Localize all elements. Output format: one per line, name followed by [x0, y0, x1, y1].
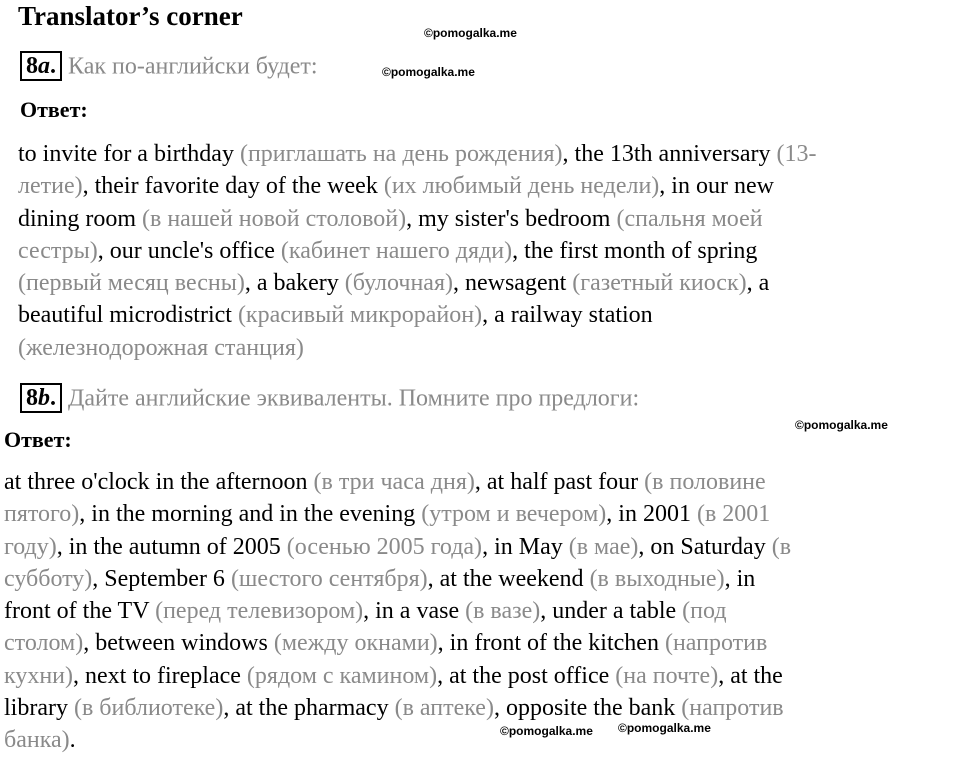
- russian-translation: субботу): [4, 565, 93, 592]
- english-phrase: at three o'clock in the afternoon: [4, 469, 314, 495]
- answer-label: Ответ:: [20, 97, 88, 122]
- russian-translation: (красивый микрорайон): [237, 302, 483, 329]
- task-prompt: Дайте английские эквиваленты. Помните про предлоги:: [68, 385, 640, 412]
- english-phrase: beautiful microdistrict: [18, 302, 238, 329]
- russian-translation: (напротив: [664, 630, 768, 657]
- watermark: ©pomogalka.me: [795, 418, 888, 432]
- task-8a-header: [20, 50, 318, 81]
- english-phrase: , the 13th anniversary: [562, 141, 777, 167]
- russian-translation: (утром и вечером): [421, 501, 607, 528]
- english-phrase: , newsagent: [452, 270, 573, 297]
- text-line: [4, 531, 791, 563]
- english-phrase: , at the weekend: [427, 565, 590, 592]
- russian-translation: (в мае): [568, 533, 639, 560]
- russian-translation: (под: [682, 598, 727, 625]
- english-phrase: , on Saturday: [638, 533, 772, 560]
- russian-translation: (в аптеке): [394, 695, 494, 722]
- text-line: [4, 660, 791, 692]
- english-phrase: library: [4, 695, 74, 722]
- russian-translation: (кабинет нашего дяди): [280, 237, 513, 264]
- russian-translation: сестры): [18, 237, 98, 264]
- russian-translation: (в 2001: [696, 501, 771, 528]
- watermark: ©pomogalka.me: [382, 65, 475, 79]
- text-line: [18, 299, 816, 331]
- english-phrase: , at the: [718, 662, 783, 689]
- task-prompt: Как по-английски будет:: [68, 53, 318, 80]
- text-line: [4, 595, 791, 627]
- russian-translation: (в вазе): [465, 598, 541, 625]
- russian-translation: (рядом с камином): [246, 662, 438, 689]
- text-line: [18, 267, 816, 299]
- russian-translation: (напротив: [681, 695, 784, 722]
- text-line: [4, 627, 791, 659]
- english-phrase: , September 6: [92, 565, 231, 592]
- english-phrase: , in: [724, 565, 756, 592]
- english-phrase: .: [69, 727, 76, 754]
- english-phrase: , at half past four: [474, 469, 645, 495]
- english-phrase: , between windows: [83, 630, 274, 657]
- text-line: [4, 563, 791, 595]
- russian-translation: (приглашать на день рождения): [239, 141, 563, 167]
- answer-paragraph-8a: [18, 138, 816, 364]
- english-phrase: front of the TV: [4, 598, 156, 625]
- watermark: ©pomogalka.me: [618, 721, 711, 735]
- english-phrase: , in May: [482, 533, 569, 560]
- watermark: ©pomogalka.me: [424, 26, 517, 40]
- task-8b-header: [20, 382, 639, 413]
- text-line: [4, 692, 791, 724]
- english-phrase: dining room: [18, 205, 142, 232]
- text-line: [18, 203, 816, 235]
- russian-translation: (железнодорожная станция): [18, 334, 304, 361]
- russian-translation: (газетный киоск): [572, 270, 747, 297]
- english-phrase: , under a table: [540, 598, 683, 625]
- english-phrase: , in a vase: [363, 598, 466, 625]
- english-phrase: , a railway station: [482, 302, 653, 329]
- english-phrase: , a: [746, 270, 770, 297]
- russian-translation: (их любимый день недели): [383, 173, 660, 200]
- watermark: ©pomogalka.me: [500, 724, 593, 738]
- russian-translation: (13-: [776, 141, 817, 167]
- english-phrase: , my sister's bedroom: [406, 205, 617, 232]
- russian-translation: (первый месяц весны): [18, 270, 245, 297]
- russian-translation: (перед телевизором): [155, 598, 364, 625]
- text-line: [4, 466, 791, 498]
- russian-translation: летие): [18, 173, 83, 200]
- answer-label: Ответ:: [4, 427, 72, 452]
- russian-translation: (на почте): [615, 662, 719, 689]
- english-phrase: , next to fireplace: [73, 662, 247, 689]
- russian-translation: (в половине: [644, 469, 766, 495]
- russian-translation: (спальня моей: [616, 205, 763, 232]
- text-line: [18, 235, 816, 267]
- russian-translation: (булочная): [344, 270, 453, 297]
- text-line: [4, 498, 791, 530]
- english-phrase: , in front of the kitchen: [437, 630, 665, 657]
- english-phrase: to invite for a birthday: [18, 141, 240, 167]
- english-phrase: , in 2001: [606, 501, 697, 528]
- english-phrase: , the first month of spring: [512, 237, 758, 264]
- text-line: [18, 138, 816, 170]
- russian-translation: (между окнами): [273, 630, 438, 657]
- english-phrase: , opposite the bank: [493, 695, 682, 722]
- russian-translation: году): [4, 533, 57, 560]
- russian-translation: (в три часа дня): [313, 469, 475, 495]
- russian-translation: банка): [4, 727, 70, 754]
- russian-translation: столом): [4, 630, 84, 657]
- task-number-8b: 8b.: [20, 383, 62, 413]
- english-phrase: , their favorite day of the week: [82, 173, 384, 200]
- russian-translation: (осенью 2005 года): [286, 533, 483, 560]
- task-number-8a: 8a.: [20, 51, 62, 81]
- russian-translation: (в нашей новой столовой): [142, 205, 407, 232]
- russian-translation: пятого): [4, 501, 80, 528]
- russian-translation: (в библиотеке): [73, 695, 224, 722]
- russian-translation: (в выходные): [589, 565, 725, 592]
- text-line: [18, 332, 816, 364]
- russian-translation: кухни): [4, 662, 73, 689]
- english-phrase: , our uncle's office: [97, 237, 281, 264]
- russian-translation: (в: [771, 533, 792, 560]
- english-phrase: , in our new: [659, 173, 774, 200]
- english-phrase: , in the morning and in the evening: [79, 501, 422, 528]
- text-line: [18, 170, 816, 202]
- english-phrase: , at the post office: [437, 662, 616, 689]
- english-phrase: , at the pharmacy: [223, 695, 395, 722]
- russian-translation: (шестого сентября): [230, 565, 428, 592]
- english-phrase: , a bakery: [244, 270, 345, 297]
- english-phrase: , in the autumn of 2005: [56, 533, 287, 560]
- answer-paragraph-8b: [4, 466, 791, 757]
- page-title: Translator’s corner: [18, 1, 243, 31]
